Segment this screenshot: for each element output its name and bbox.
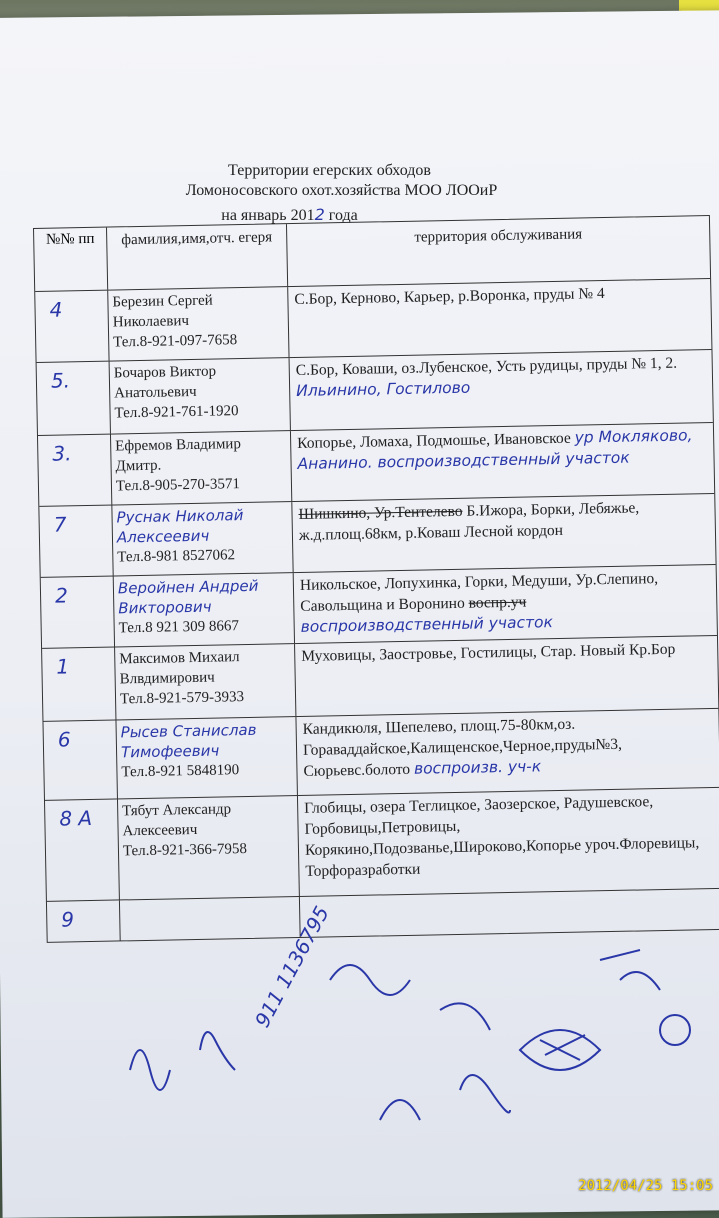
table-row: 8 А Тябут Александр Алексеевич Тел.8-921-366-7958 Глобицы, озера Теглицкое, Заозерское, Радушевское, Горбовицы,Петровицы, Корякино,Подозванье,Широково,Копорье уроч.Флоревицы, Торфоразработки [45,788,719,902]
doc-title-line1: Территории егерских обходов [228,162,431,179]
doc-title-line2: Ломоносовского охот.хозяйства МОО ЛООиР [185,182,498,199]
signature-scribbles [0,940,719,1170]
table-row: 5. Бочаров Виктор Анатольевич Тел.8-921-761-1920 С.Бор, Коваши, оз.Лубенское, Усть рудицы, пруды № 1, 2. Ильинино, Гостилово [37,350,713,436]
table-row: 6 Рысев Станислав Тимофеевич Тел.8-921 5848190 Кандикюля, Шепелево, площ.75-80км,оз. Гораваддайское,Калищенское,Черное,пруды№3, Сюрьевс.болото воспроизв. уч-к [43,709,719,801]
table-row: 9 [47,889,719,942]
header-area: территория обслуживания [414,226,583,246]
table-row: 7 Руснак Николай Алексеевич Тел.8-981 8527062 Шишкино, Ур.Тентелево Б.Ижора, Борки, Лебяжье, ж.д.площ.68км, р.Коваш Лесной кордон [39,494,715,578]
header-num: №№ пп [34,228,108,291]
table-row: 2 Веройнен Андрей Викторович Тел.8 921 309 8667 Никольское, Лопухинка, Горки, Медуши, Ур.Слепино, Савольщина и Воронино воспр.уч воспроизводственный участок [41,565,717,649]
handwritten-phone-note: 911 1136795 [250,902,334,1032]
header-name: фамилия,имя,отч. егеря [107,224,288,289]
territory-table [33,215,719,943]
table-row: 3. Ефремов Владимир Дмитр. Тел.8-905-270-3571 Копорье, Ломаха, Подмошье, Ивановское ур Мокляково, Ананино. воспроизводственный участок [38,423,714,507]
doc-title-line3: на январь 2012 года [221,205,358,224]
table-row: 1 Максимов Михаил Влвдимирович Тел.8-921-579-3933 Муховицы, Заостровье, Гостилицы, Стар. Новый Кр.Бор [42,636,718,722]
table-row: 4 Березин Сергей Николаевич Тел.8-921-097-7658 С.Бор, Керново, Карьер, р.Воронка, пруды № 4 [35,279,711,363]
photo-timestamp: 2012/04/25 15:05 [578,1178,713,1194]
